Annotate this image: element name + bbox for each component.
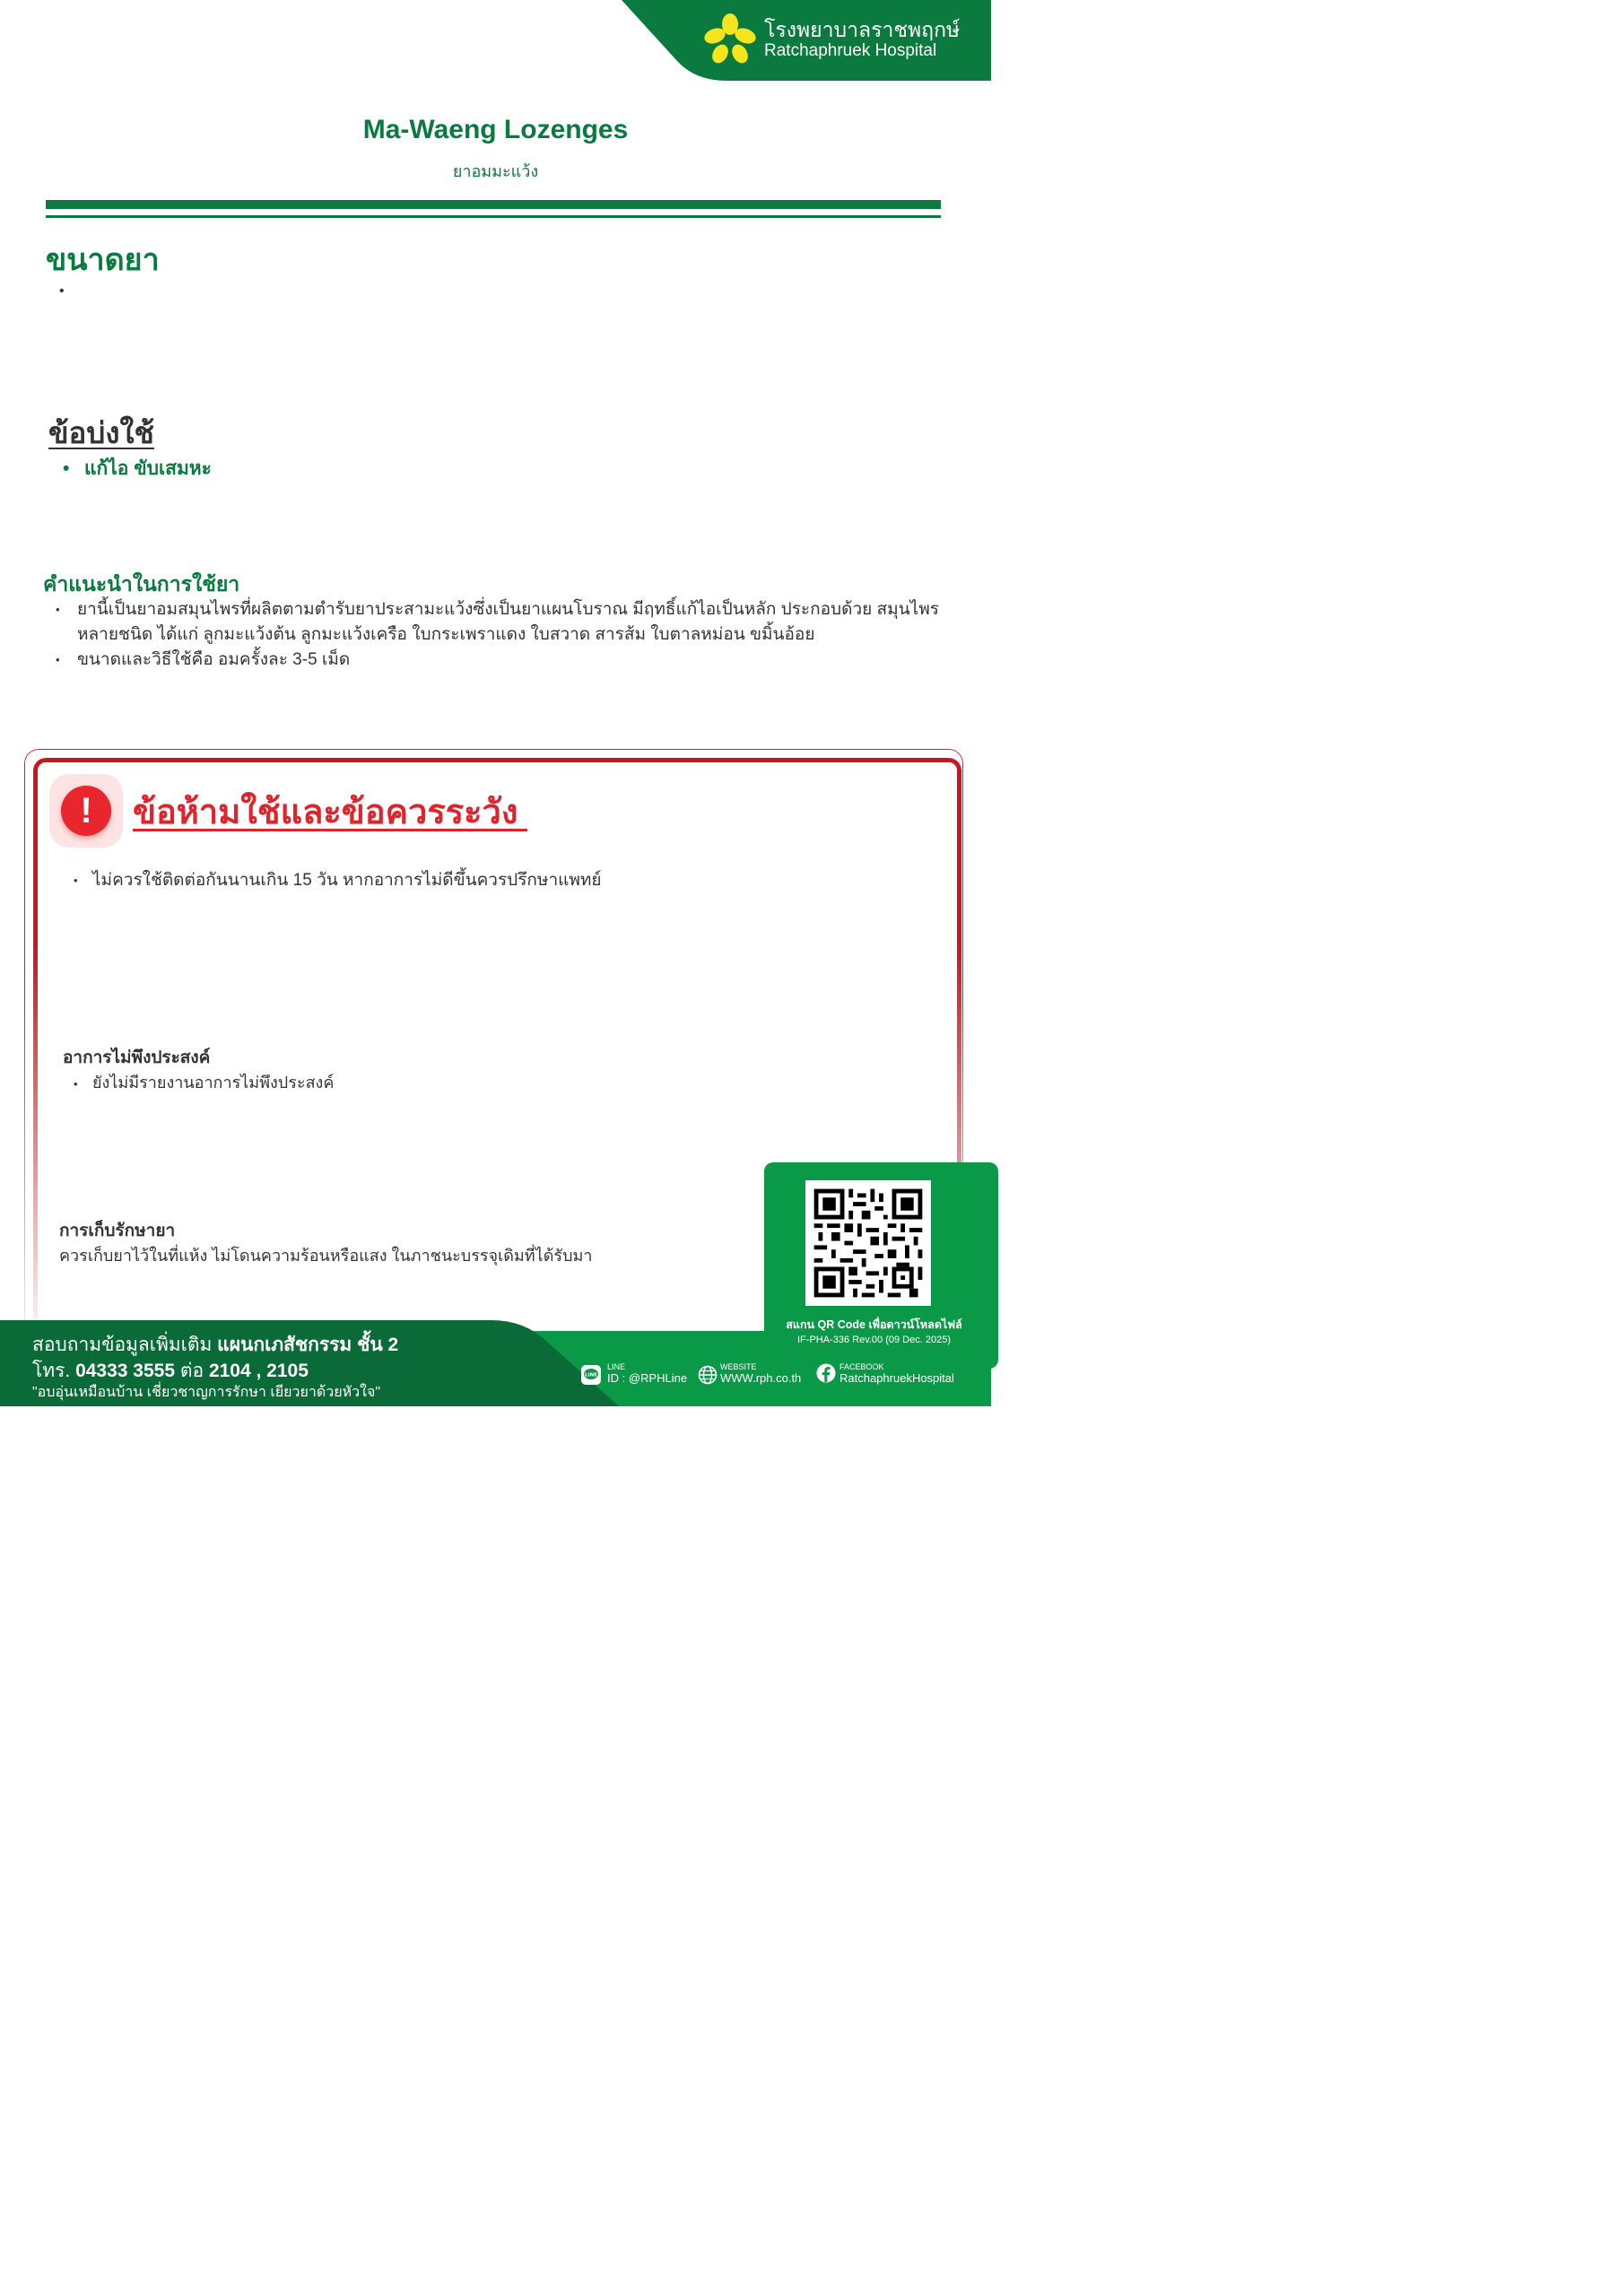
qr-caption: สแกน QR Code เพื่อดาวน์โหลดไฟล์ xyxy=(786,1318,962,1331)
storage-heading: การเก็บรักษายา xyxy=(59,1222,176,1240)
svg-text:LINE: LINE xyxy=(585,1372,597,1378)
website-link[interactable]: WWW.rph.co.th xyxy=(720,1371,802,1385)
adverse-effects-heading: อาการไม่พึงประสงค์ xyxy=(63,1048,211,1067)
advice-heading: คำแนะนำในการใช้ยา xyxy=(43,572,240,596)
storage-text: ควรเก็บยาไว้ในที่แห้ง ไม่โดนความร้อนหรือแสง ในภาชนะบรรจุเดิมที่ได้รับมา xyxy=(59,1247,593,1265)
line-icon xyxy=(581,1365,601,1385)
facebook-label: FACEBOOK xyxy=(839,1362,884,1371)
indication-item: • แก้ไอ ขับเสมหะ xyxy=(63,458,212,479)
contraindication-item: • ไม่ควรใช้ติดต่อกันนานเกิน 15 วัน หากอาการไม่ดีขึ้นควรปรึกษาแพทย์ xyxy=(74,871,602,890)
title-divider-thick xyxy=(46,200,941,209)
line-id-link[interactable]: ID : @RPHLine xyxy=(607,1371,688,1385)
hospital-name-thai: โรงพยาบาลราชพฤกษ์ xyxy=(764,18,961,41)
drug-title-thai: ยาอมมะแว้ง xyxy=(452,162,539,180)
document-code: IF-PHA-336 Rev.00 (09 Dec. 2025) xyxy=(797,1335,951,1345)
facebook-link[interactable]: RatchaphruekHospital xyxy=(839,1371,954,1385)
exclamation-icon: ! xyxy=(61,786,111,836)
dosage-heading: ขนาดยา xyxy=(46,243,160,277)
advice-item-dosage: • ขนาดและวิธีใช้คือ อมครั้งละ 3-5 เม็ด xyxy=(54,648,942,673)
contact-line: สอบถามข้อมูลเพิ่มเติม แผนกเภสัชกรรม ชั้น 2 xyxy=(32,1335,399,1355)
line-label: LINE xyxy=(607,1362,626,1371)
phone-line: โทร. 04333 3555 ต่อ 2104 , 2105 xyxy=(32,1361,309,1381)
dosage-empty-bullet: • xyxy=(59,283,65,299)
qr-code-icon xyxy=(805,1180,931,1306)
hospital-name-english: Ratchaphruek Hospital xyxy=(764,41,937,60)
globe-icon xyxy=(698,1365,718,1385)
contraindications-heading: ข้อห้ามใช้และข้อควรระวัง xyxy=(133,794,528,831)
facebook-icon xyxy=(816,1363,836,1383)
qr-code[interactable] xyxy=(805,1180,931,1306)
hospital-logo-icon xyxy=(703,13,757,66)
drug-title-english: Ma-Waeng Lozenges xyxy=(362,115,629,144)
adverse-effect-item: • ยังไม่มีรายงานอาการไม่พึงประสงค์ xyxy=(74,1074,335,1091)
hospital-slogan: "อบอุ่นเหมือนบ้าน เชี่ยวชาญการรักษา เยียวยาด้วยหัวใจ" xyxy=(32,1385,381,1400)
advice-list xyxy=(54,597,942,673)
advice-item-ingredients: • ยานี้เป็นยาอมสมุนไพรที่ผลิตตามตำรับยาประสามะแว้งซึ่งเป็นยาแผนโบราณ มีฤทธิ์แก้ไอเป็นหลัก ประกอบด้วย สมุนไพรหลายชนิด ได้แก่ ลูกมะแว้งต้น ลูกมะแว้งเครือ ใบกระเพราแดง ใบสวาด สารส้ม ใบตาลหม่อน ขมิ้นอ้อย xyxy=(54,597,942,648)
website-label: WEBSITE xyxy=(720,1362,757,1371)
indications-heading: ข้อบ่งใช้ xyxy=(48,416,154,449)
title-divider-thin xyxy=(46,215,941,218)
